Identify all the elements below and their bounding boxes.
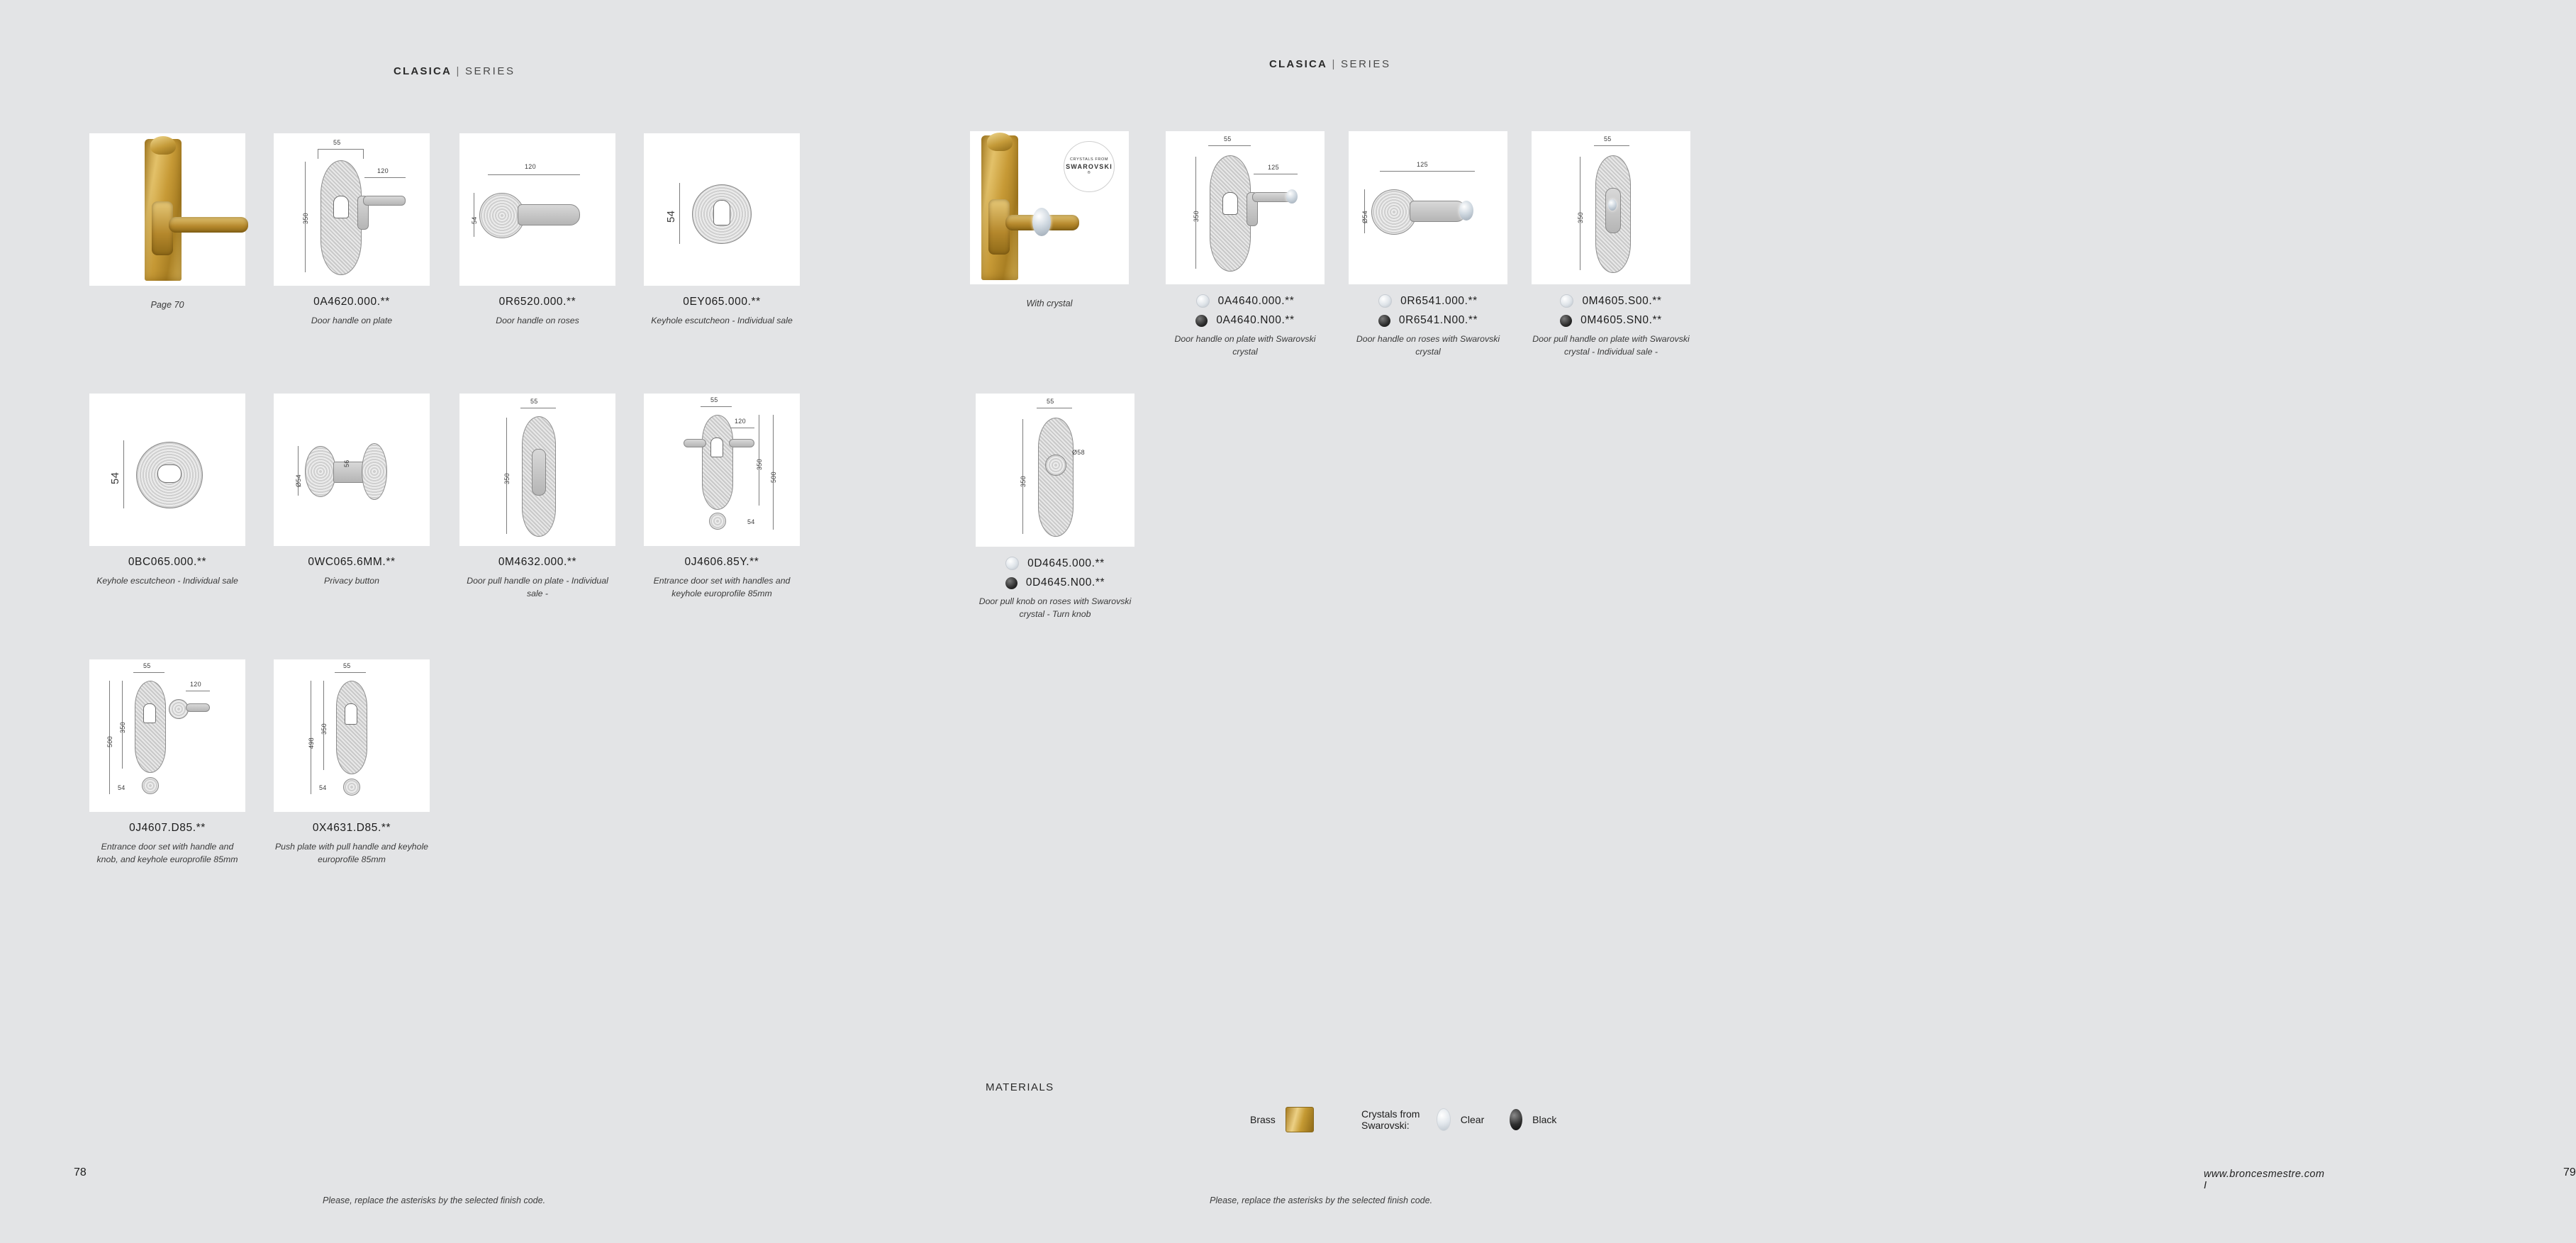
crystal-black-swatch-icon [1005, 577, 1017, 589]
technical-drawing [976, 394, 1134, 547]
header-brand: CLASICA [1269, 58, 1328, 70]
technical-drawing [459, 133, 615, 286]
product-code: 0R6520.000.** [498, 296, 576, 308]
product-code: 0BC065.000.** [128, 556, 207, 568]
dim-width: 55 [1604, 135, 1612, 143]
technical-drawing [644, 394, 800, 546]
dim-base: 54 [747, 518, 755, 525]
website-link[interactable]: www.broncesmestre.com I [2204, 1169, 2325, 1191]
code-row-black [1166, 314, 1325, 327]
product-0J4607 [89, 659, 245, 866]
product-code: 0WC065.6MM.** [308, 556, 396, 568]
dim-lever: 125 [1417, 161, 1428, 168]
product-0WC065 [274, 394, 430, 588]
technical-drawing [89, 394, 245, 546]
dim-plate: 350 [320, 723, 328, 735]
product-page70 [89, 133, 245, 310]
product-description: Door pull knob on roses with Swarovski crystal - Turn knob [978, 596, 1132, 619]
crystal-black-swatch-icon [1378, 315, 1390, 327]
page-number-right: 79 [2563, 1166, 2576, 1178]
dim-height: 350 [503, 473, 511, 484]
dim-width: 55 [710, 396, 718, 403]
product-0R6541 [1349, 131, 1507, 359]
material-brass [1250, 1107, 1314, 1132]
code-row-black [1532, 314, 1690, 327]
product-code: 0A4640.N00.** [1216, 314, 1295, 326]
materials-title: MATERIALS [986, 1081, 1054, 1093]
dim-total: 500 [770, 472, 777, 483]
product-0X4631 [274, 659, 430, 866]
product-photo [89, 133, 245, 286]
product-code: 0D4645.000.** [1027, 557, 1105, 569]
technical-drawing [1532, 131, 1690, 284]
technical-drawing [274, 133, 430, 286]
product-0J4606 [644, 394, 800, 601]
product-description: Push plate with pull handle and keyhole europrofile 85mm [274, 842, 429, 864]
product-code: 0M4605.SN0.** [1580, 314, 1662, 326]
crystals-label: Crystals from Swarovski: [1361, 1108, 1420, 1131]
product-description: Door handle on roses with Swarovski crystal [1356, 334, 1500, 357]
product-code: 0R6541.000.** [1400, 294, 1478, 307]
dim-width: 55 [343, 662, 351, 669]
left-page [0, 0, 886, 1243]
page-number-left: 78 [74, 1166, 87, 1178]
header-divider: | [1332, 58, 1337, 70]
logo-line-1: CRYSTALS FROM [1069, 157, 1109, 162]
dim-width: 55 [530, 398, 538, 405]
dim-height: 350 [1577, 212, 1584, 223]
product-description: Entrance door set with handles and keyhole europrofile 85mm [653, 576, 791, 598]
product-caption: Page 70 [150, 300, 184, 310]
dim-knob: Ø58 [1072, 449, 1085, 456]
product-description: Keyhole escutcheon - Individual sale [651, 316, 793, 325]
product-description: Door pull handle on plate - Individual sale - [467, 576, 608, 598]
code-row-black [1349, 314, 1507, 327]
product-code: 0J4606.85Y.** [684, 556, 759, 568]
header-series: SERIES [1340, 58, 1391, 70]
code-row-clear [1532, 294, 1690, 308]
product-0M4632 [459, 394, 615, 601]
technical-drawing [459, 394, 615, 546]
product-description: Door handle on plate [311, 316, 393, 325]
product-description: Door pull handle on plate with Swarovski crystal - Individual sale - [1532, 334, 1690, 357]
dim-width: 55 [143, 662, 151, 669]
product-code: 0X4631.D85.** [312, 822, 391, 834]
product-code: 0M4605.S00.** [1582, 294, 1662, 307]
crystal-black-swatch-icon [1510, 1109, 1522, 1130]
technical-drawing [89, 659, 245, 812]
dim-total: 500 [106, 736, 113, 747]
dim-width: 55 [1047, 398, 1054, 405]
technical-drawing [274, 394, 430, 546]
footnote-right: Please, replace the asterisks by the selected finish code. [1210, 1195, 1433, 1205]
technical-drawing [644, 133, 800, 286]
clear-label: Clear [1460, 1114, 1485, 1125]
materials-block [986, 1081, 1557, 1131]
product-0A4640 [1166, 131, 1325, 359]
product-0D4645 [976, 394, 1134, 621]
product-code: 0M4632.000.** [498, 556, 577, 568]
product-0BC065 [89, 394, 245, 588]
product-code: 0D4645.N00.** [1025, 576, 1105, 589]
material-crystals [1361, 1108, 1556, 1131]
product-0EY065 [644, 133, 800, 328]
product-0M4605 [1532, 131, 1690, 359]
product-with-crystal [970, 131, 1129, 308]
dim-lever: 120 [377, 167, 389, 174]
dim-lever: 125 [1268, 164, 1279, 171]
brass-swatch-icon [1286, 1107, 1314, 1132]
product-code: 0EY065.000.** [683, 296, 761, 308]
brass-label: Brass [1250, 1114, 1276, 1125]
code-row-clear [976, 557, 1134, 570]
swarovski-logo [1064, 141, 1115, 192]
dim-width: 55 [1224, 135, 1232, 143]
left-page-header [394, 65, 515, 77]
crystal-clear-swatch-icon [1196, 294, 1210, 308]
crystal-clear-swatch-icon [1560, 294, 1573, 308]
technical-drawing [1166, 131, 1325, 284]
product-0A4620 [274, 133, 430, 328]
dim-plate: 350 [756, 459, 763, 470]
product-caption: With crystal [1026, 299, 1073, 308]
code-row-black [976, 576, 1134, 589]
crystal-black-swatch-icon [1560, 315, 1572, 327]
code-row-clear [1166, 294, 1325, 308]
product-description: Entrance door set with handle and knob, and keyhole europrofile 85mm [96, 842, 238, 864]
crystal-clear-swatch-icon [1378, 294, 1392, 308]
dim-lever: 120 [190, 681, 201, 688]
crystal-clear-swatch-icon [1005, 557, 1019, 570]
header-series: SERIES [464, 65, 515, 77]
dim-base: 54 [319, 784, 327, 791]
code-row-clear [1349, 294, 1507, 308]
dim-rose: 54 [109, 472, 121, 484]
black-label: Black [1532, 1114, 1557, 1125]
dim-plate: 350 [119, 722, 126, 733]
product-description: Privacy button [324, 576, 379, 586]
dim-height: 350 [1020, 476, 1027, 487]
dim-lever: 120 [525, 163, 536, 170]
dim-depth: 56 [343, 459, 350, 467]
dim-rose: 54 [665, 210, 677, 223]
right-page [886, 0, 2576, 1243]
dim-rose: 54 [471, 216, 478, 224]
technical-drawing [1349, 131, 1507, 284]
technical-drawing [274, 659, 430, 812]
dim-width: 55 [333, 139, 341, 146]
product-description: Door handle on plate with Swarovski crystal [1174, 334, 1316, 357]
product-code: 0A4620.000.** [313, 296, 390, 308]
dim-total: 498 [308, 737, 315, 749]
dim-lever: 120 [735, 418, 746, 425]
header-brand: CLASICA [394, 65, 452, 77]
crystal-clear-swatch-icon [1437, 1108, 1451, 1131]
product-description: Door handle on roses [496, 316, 579, 325]
product-0R6520 [459, 133, 615, 328]
header-divider: | [456, 65, 461, 77]
logo-line-2: SWAROVSKI [1066, 162, 1113, 170]
dim-height: 350 [1193, 211, 1200, 222]
product-photo [970, 131, 1129, 284]
product-code: 0J4607.D85.** [129, 822, 206, 834]
footnote-left: Please, replace the asterisks by the selected finish code. [323, 1195, 546, 1205]
crystal-black-swatch-icon [1195, 315, 1208, 327]
product-code: 0R6541.N00.** [1398, 314, 1478, 326]
dim-rose: Ø54 [295, 474, 302, 487]
logo-line-3: ® [1087, 171, 1091, 176]
product-description: Keyhole escutcheon - Individual sale [96, 576, 238, 586]
dim-rose: Ø54 [1361, 211, 1368, 223]
dim-height: 350 [302, 213, 309, 224]
right-page-header [1269, 58, 1391, 70]
product-code: 0A4640.000.** [1217, 294, 1295, 307]
dim-base: 54 [118, 784, 126, 791]
